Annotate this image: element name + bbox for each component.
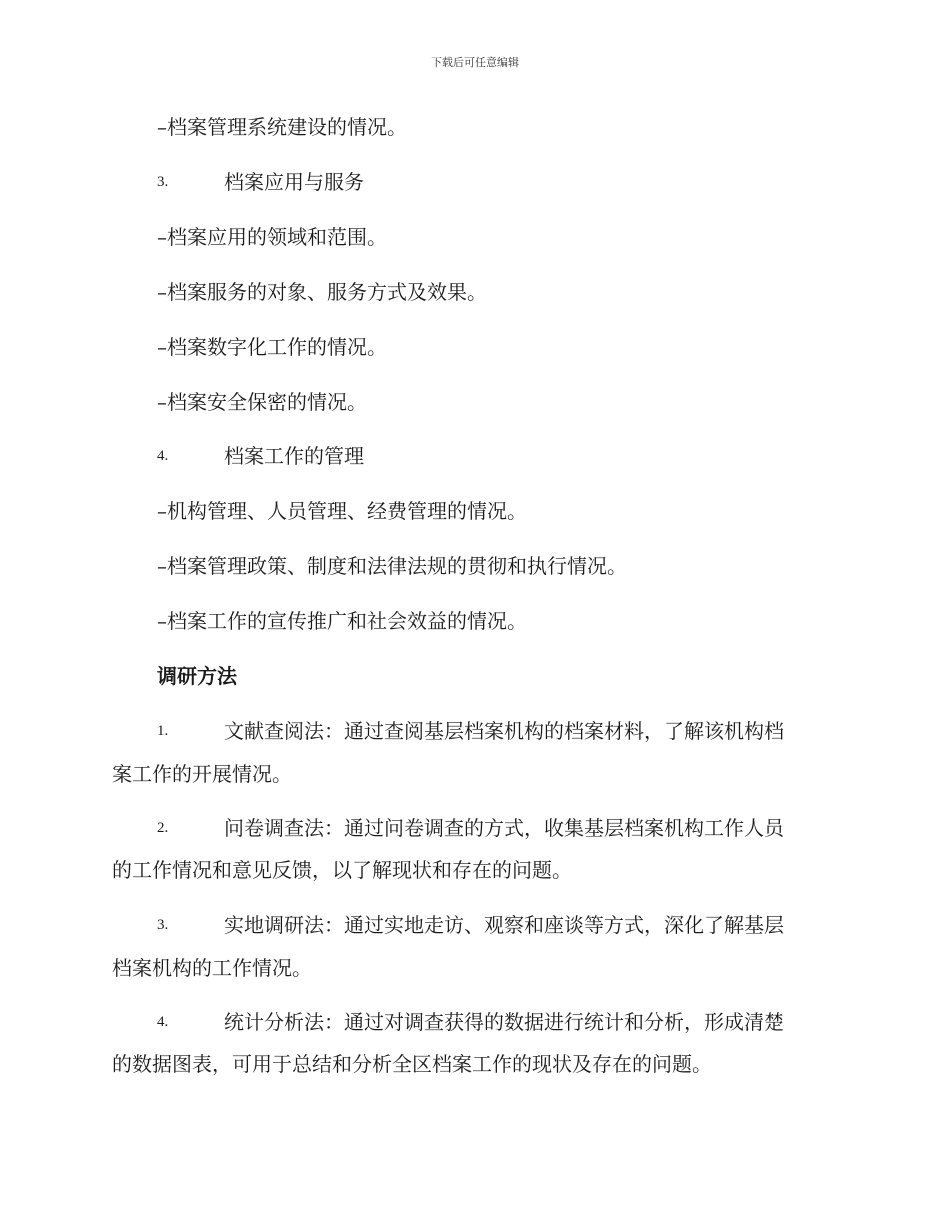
method-number: 4. bbox=[157, 1014, 169, 1030]
bullet-item: –档案工作的宣传推广和社会效益的情况。 bbox=[157, 609, 527, 633]
method-text-continued: 档案机构的工作情况。 bbox=[112, 956, 312, 980]
method-number: 2. bbox=[157, 820, 169, 836]
section-number: 3. bbox=[157, 174, 169, 190]
bullet-item: –档案管理系统建设的情况。 bbox=[157, 115, 407, 139]
method-text: 统计分析法：通过对调查获得的数据进行统计和分析，形成清楚 bbox=[224, 1010, 784, 1034]
bullet-item: –档案安全保密的情况。 bbox=[157, 390, 367, 414]
method-text-continued: 的数据图表，可用于总结和分析全区档案工作的现状及存在的问题。 bbox=[112, 1052, 712, 1076]
section-title: 档案工作的管理 bbox=[224, 444, 364, 468]
methods-heading: 调研方法 bbox=[157, 664, 237, 688]
page-header: 下载后可任意编辑 bbox=[431, 56, 519, 69]
method-text: 文献查阅法：通过查阅基层档案机构的档案材料，了解该机构档 bbox=[224, 719, 784, 743]
bullet-item: –档案应用的领域和范围。 bbox=[157, 225, 387, 249]
section-number: 4. bbox=[157, 448, 169, 464]
bullet-item: –档案服务的对象、服务方式及效果。 bbox=[157, 280, 487, 304]
method-number: 3. bbox=[157, 917, 169, 933]
method-text: 实地调研法：通过实地走访、观察和座谈等方式，深化了解基层 bbox=[224, 913, 784, 937]
method-number: 1. bbox=[157, 723, 169, 739]
method-text: 问卷调查法：通过问卷调查的方式，收集基层档案机构工作人员 bbox=[224, 816, 784, 840]
bullet-item: –档案管理政策、制度和法律法规的贯彻和执行情况。 bbox=[157, 554, 627, 578]
bullet-item: –机构管理、人员管理、经费管理的情况。 bbox=[157, 499, 527, 523]
method-text-continued: 的工作情况和意见反馈，以了解现状和存在的问题。 bbox=[112, 858, 572, 882]
method-text-continued: 案工作的开展情况。 bbox=[112, 762, 292, 786]
bullet-item: –档案数字化工作的情况。 bbox=[157, 335, 387, 359]
section-title: 档案应用与服务 bbox=[224, 170, 364, 194]
